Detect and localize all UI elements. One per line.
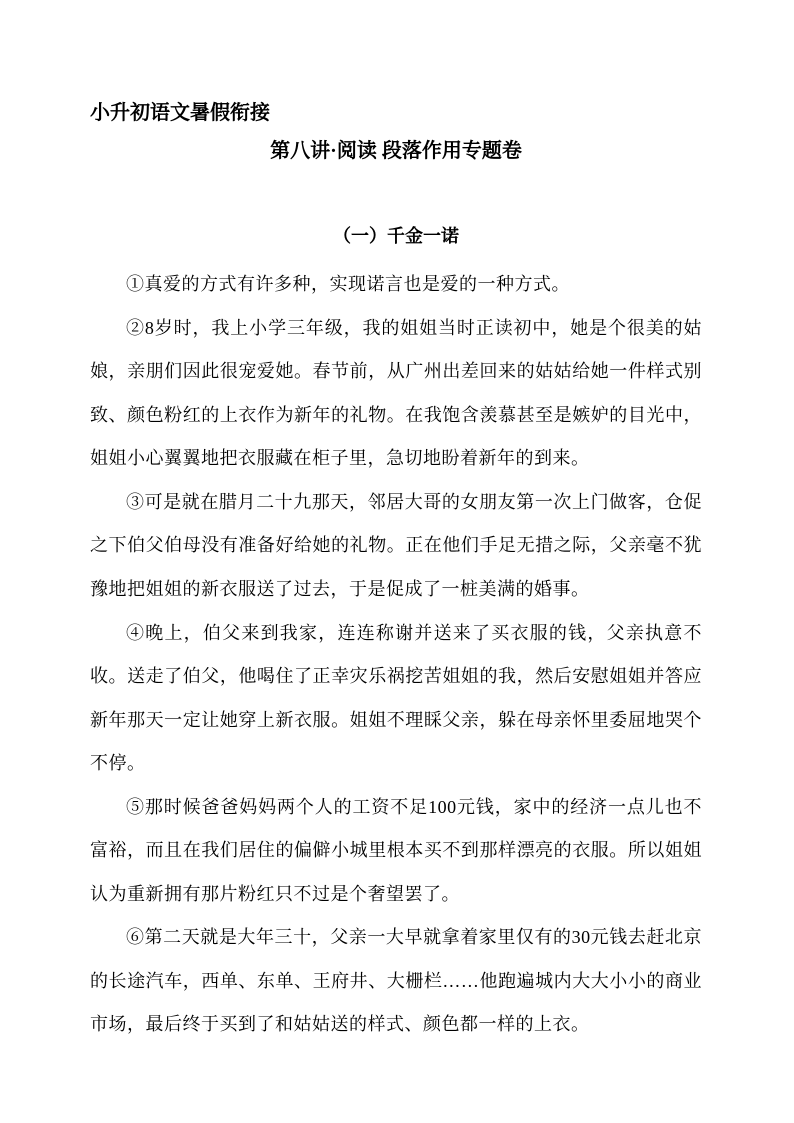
paragraph-6: ⑥第二天就是大年三十，父亲一大早就拿着家里仅有的30元钱去赶北京的长途汽车，西单、东单、王府井、大栅栏……他跑遍城内大大小小的商业市场，最后终于买到了和姑姑送的样式、颜色都一样的上衣。 [90,927,702,1035]
paragraph-5: ⑤那时候爸爸妈妈两个人的工资不足100元钱，家中的经济一点儿也不富裕，而且在我们居住的偏僻小城里根本买不到那样漂亮的衣服。所以姐姐认为重新拥有那片粉红只不过是个奢望罢了。 [90,796,702,904]
passage [90,263,702,1047]
paragraph-3: ③可是就在腊月二十九那天，邻居大哥的女朋友第一次上门做客，仓促之下伯父伯母没有准备好给她的礼物。正在他们手足无措之际，父亲毫不犹豫地把姐姐的新衣服送了过去，于是促成了一桩美满的婚事。 [90,491,702,600]
paragraph-2: ②8岁时，我上小学三年级，我的姐姐当时正读初中，她是个很美的姑娘，亲朋们因此很宠爱她。春节前，从广州出差回来的姑姑给她一件样式别致、颜色粉红的上衣作为新年的礼物。在我饱含羡慕甚至是嫉妒的目光中，姐姐小心翼翼地把衣服藏在柜子里，急切地盼着新年的到来。 [90,317,702,469]
paragraph-4: ④晚上，伯父来到我家，连连称谢并送来了买衣服的钱，父亲执意不收。送走了伯父，他喝住了正幸灾乐祸挖苦姐姐的我，然后安慰姐姐并答应新年那天一定让她穿上新衣服。姐姐不理睬父亲，躲在母亲怀里委屈地哭个不停。 [90,622,702,774]
paragraph-1: ①真爱的方式有许多种，实现诺言也是爱的一种方式。 [126,274,570,295]
section-title: （一）千金一诺 [333,226,459,246]
course-header: 小升初语文暑假衔接 [90,102,270,124]
lecture-title: 第八讲·阅读 段落作用专题卷 [270,140,522,162]
